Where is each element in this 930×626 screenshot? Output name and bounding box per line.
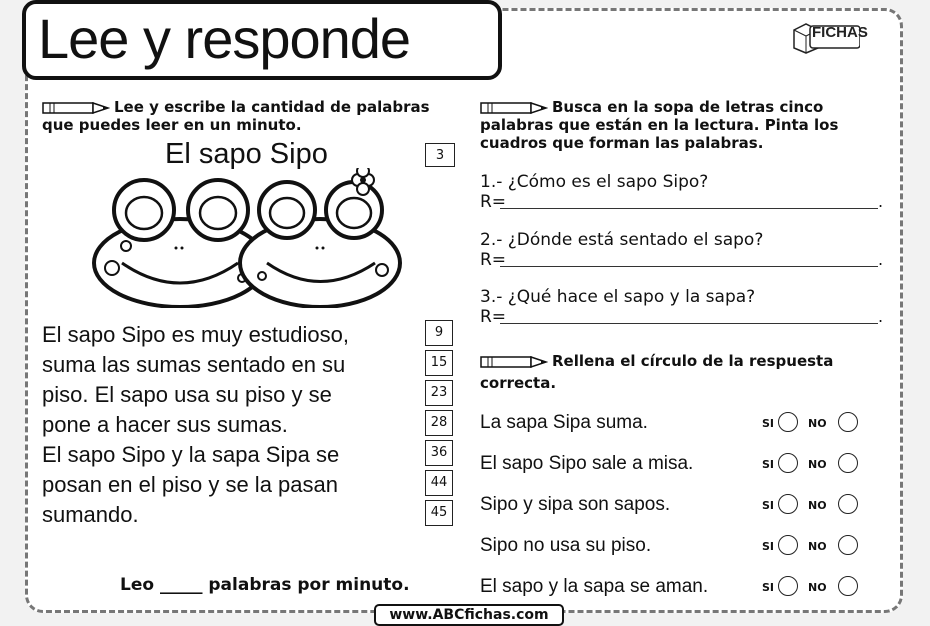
pencil-icon (480, 355, 548, 369)
story-line: El sapo Sipo y la sapa Sipa se (42, 442, 340, 467)
yes-label: SI (762, 417, 775, 430)
pencil-icon (42, 101, 110, 115)
no-label: NO (808, 458, 827, 471)
story-line: El sapo Sipo es muy estudioso, (42, 322, 349, 347)
title-box (22, 0, 502, 80)
answer-end: . (878, 307, 884, 326)
leo-blank[interactable]: _____ (159, 575, 203, 595)
story-line: sumando. (42, 502, 139, 527)
right-instruction-1 (480, 98, 865, 152)
answer-prefix: R= (480, 307, 507, 327)
answer-prefix: R= (480, 192, 507, 212)
line-count: 44 (425, 470, 453, 496)
answer-end: . (878, 192, 884, 211)
leo-prefix: Leo (120, 575, 155, 595)
answer-line-1[interactable] (500, 208, 878, 209)
story-text (42, 320, 422, 530)
no-radio[interactable] (838, 576, 858, 596)
yes-radio[interactable] (778, 494, 798, 514)
frogs-illustration (92, 168, 402, 308)
answer-line-2[interactable] (500, 266, 878, 267)
statement: Sipo y sipa son sapos. (480, 494, 671, 515)
story-line: suma las sumas sentado en su (42, 352, 346, 377)
answer-line-3[interactable] (500, 323, 878, 324)
footer-url: www.ABCfichas.com (374, 604, 564, 626)
left-instruction-text: Lee y escribe la cantidad de palabras que puedes leer en un minuto. (42, 98, 430, 134)
answer-prefix: R= (480, 250, 507, 270)
story-line: pone a hacer sus sumas. (42, 412, 288, 437)
line-count: 15 (425, 350, 453, 376)
left-instruction (42, 98, 432, 134)
no-radio[interactable] (838, 412, 858, 432)
yes-label: SI (762, 458, 775, 471)
question-2: 2.- ¿Dónde está sentado el sapo? (480, 230, 764, 250)
statement: La sapa Sipa suma. (480, 412, 648, 433)
right-instruction-1-text: Busca en la sopa de letras cinco palabras que están en la lectura. Pinta los cuadros que forman las palabras. (480, 98, 839, 152)
story-line: piso. El sapo usa su piso y se (42, 382, 332, 407)
line-count: 9 (425, 320, 453, 346)
yes-radio[interactable] (778, 412, 798, 432)
yes-label: SI (762, 581, 775, 594)
no-label: NO (808, 499, 827, 512)
no-label: NO (808, 540, 827, 553)
reading-speed-line (120, 575, 410, 595)
brand-name: FICHAS (812, 24, 868, 41)
line-count: 23 (425, 380, 453, 406)
no-label: NO (808, 417, 827, 430)
statement: El sapo Sipo sale a misa. (480, 453, 694, 474)
right-instruction-2 (480, 350, 880, 394)
statement: El sapo y la sapa se aman. (480, 576, 709, 597)
statement: Sipo no usa su piso. (480, 535, 652, 556)
title-count: 3 (425, 143, 455, 167)
yes-radio[interactable] (778, 535, 798, 555)
pencil-icon (480, 101, 548, 115)
question-1: 1.- ¿Cómo es el sapo Sipo? (480, 172, 709, 192)
line-count: 45 (425, 500, 453, 526)
story-title: El sapo Sipo (165, 138, 328, 170)
line-count: 36 (425, 440, 453, 466)
yes-radio[interactable] (778, 576, 798, 596)
no-radio[interactable] (838, 453, 858, 473)
line-count: 28 (425, 410, 453, 436)
answer-end: . (878, 250, 884, 269)
yes-label: SI (762, 499, 775, 512)
story-line: posan en el piso y se la pasan (42, 472, 338, 497)
leo-suffix: palabras por minuto. (208, 575, 410, 595)
yes-label: SI (762, 540, 775, 553)
no-radio[interactable] (838, 494, 858, 514)
no-label: NO (808, 581, 827, 594)
question-3: 3.- ¿Qué hace el sapo y la sapa? (480, 287, 756, 307)
no-radio[interactable] (838, 535, 858, 555)
page-title: Lee y responde (38, 7, 411, 70)
right-instruction-2-text: Rellena el círculo de la respuesta correcta. (480, 352, 834, 392)
yes-radio[interactable] (778, 453, 798, 473)
